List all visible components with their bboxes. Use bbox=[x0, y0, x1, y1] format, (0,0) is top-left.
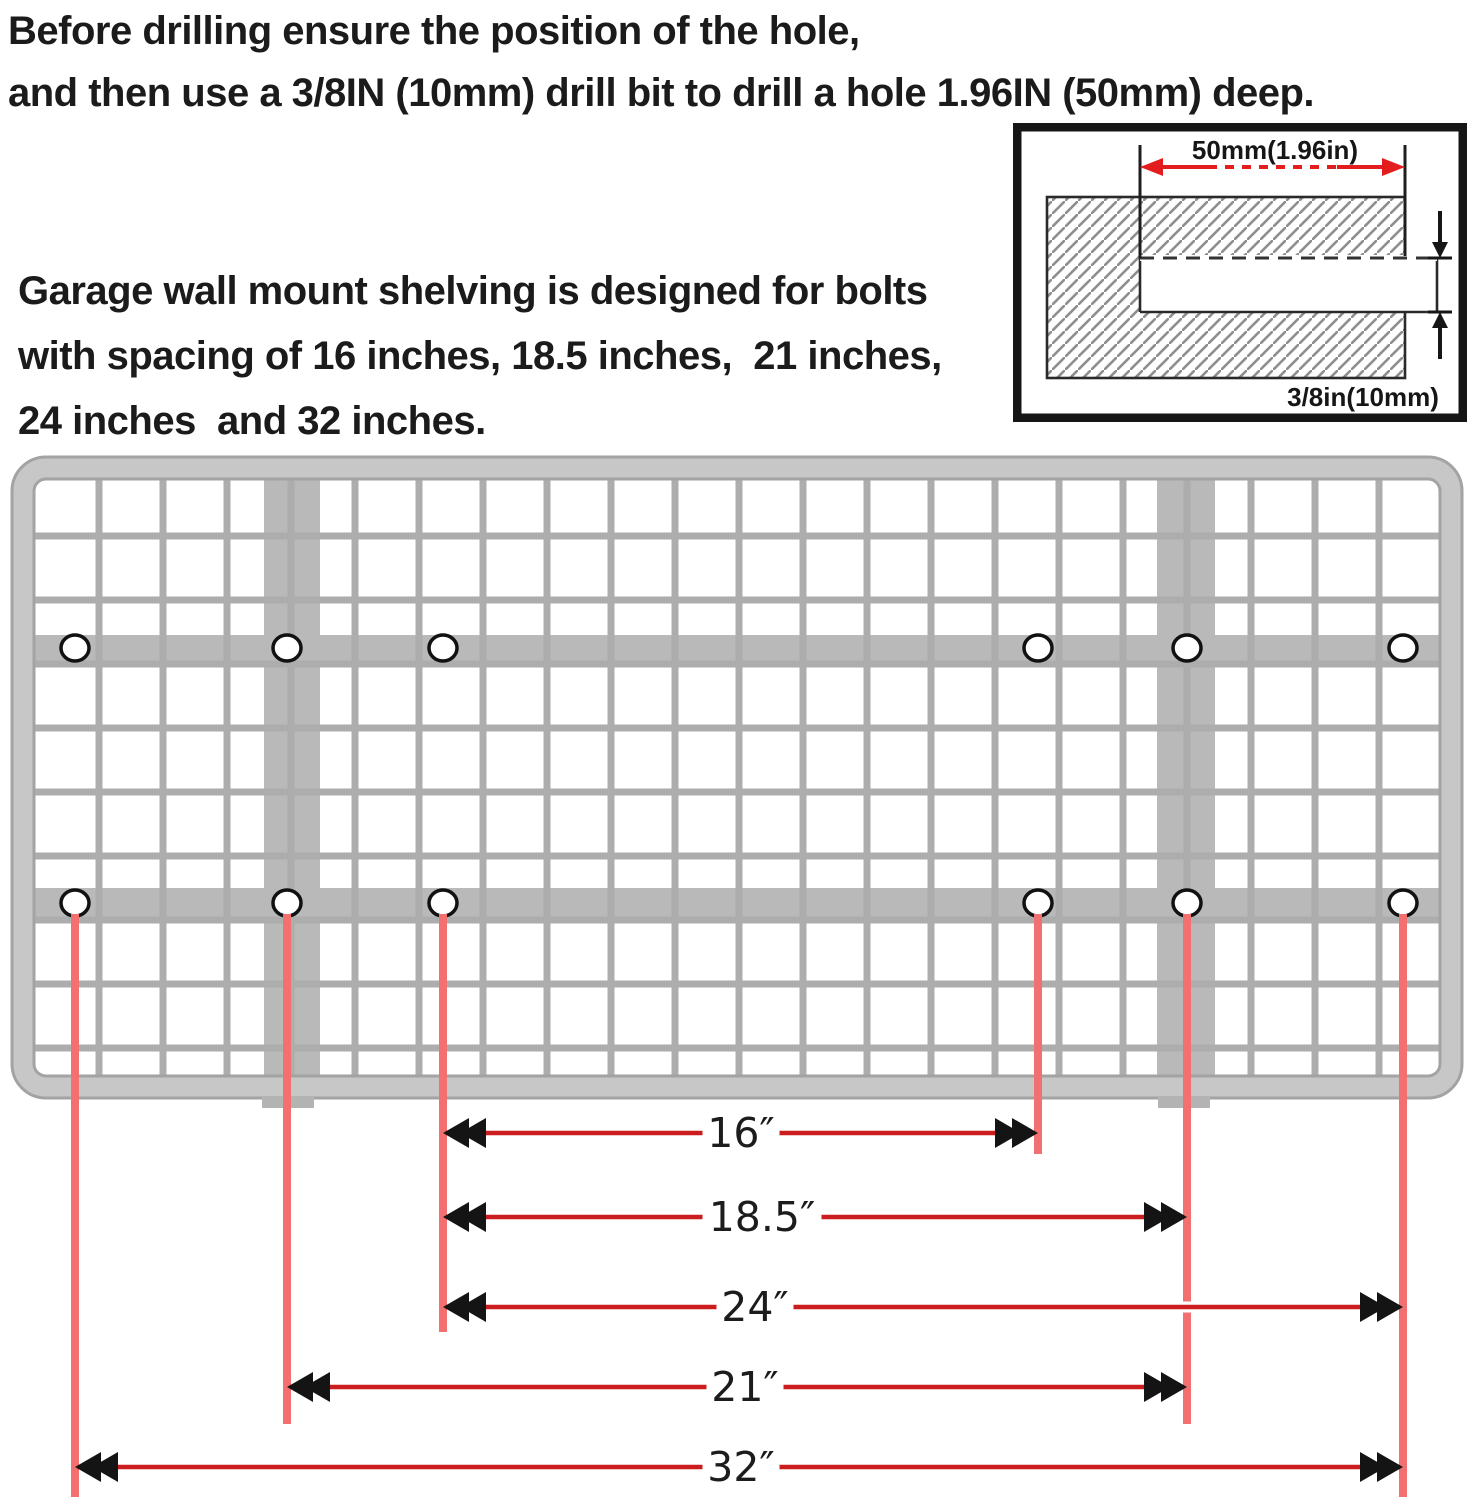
dimension-line-24 bbox=[446, 1280, 1400, 1334]
bolt-hole bbox=[1024, 635, 1052, 661]
dimension-line-32 bbox=[78, 1440, 1400, 1494]
wire-grid-shelf bbox=[12, 457, 1462, 1108]
bolt-hole bbox=[273, 890, 301, 916]
dimension-label: 21″ bbox=[711, 1363, 779, 1411]
heading-line-2: and then use a 3/8IN (10mm) drill bit to drill a hole 1.96IN (50mm) deep. bbox=[8, 71, 1315, 115]
dimension-line-18.5 bbox=[446, 1190, 1184, 1244]
dimension-label: 32″ bbox=[707, 1443, 775, 1491]
body-line-1: Garage wall mount shelving is designed for bolts bbox=[18, 269, 928, 313]
bolt-hole bbox=[1024, 890, 1052, 916]
dimension-line-16 bbox=[446, 1106, 1035, 1160]
bolt-hole bbox=[429, 890, 457, 916]
drill-diameter-label: 3/8in(10mm) bbox=[1287, 382, 1439, 412]
dimension-line-21 bbox=[290, 1360, 1184, 1414]
dimension-label: 18.5″ bbox=[708, 1193, 816, 1241]
bolt-hole bbox=[1389, 890, 1417, 916]
body-line-2: with spacing of 16 inches, 18.5 inches, 21 inches, bbox=[18, 334, 942, 378]
bolt-hole bbox=[1173, 635, 1201, 661]
dimension-label: 16″ bbox=[707, 1109, 775, 1157]
bolt-hole bbox=[61, 635, 89, 661]
bolt-hole bbox=[429, 635, 457, 661]
body-line-3: 24 inches and 32 inches. bbox=[18, 399, 486, 443]
heading-line-1: Before drilling ensure the position of the hole, bbox=[8, 9, 860, 53]
bolt-hole bbox=[1173, 890, 1201, 916]
drill-depth-label: 50mm(1.96in) bbox=[1191, 135, 1359, 165]
dimension-label: 24″ bbox=[721, 1283, 789, 1331]
bolt-hole bbox=[1389, 635, 1417, 661]
bolt-hole bbox=[273, 635, 301, 661]
bolt-hole bbox=[61, 890, 89, 916]
